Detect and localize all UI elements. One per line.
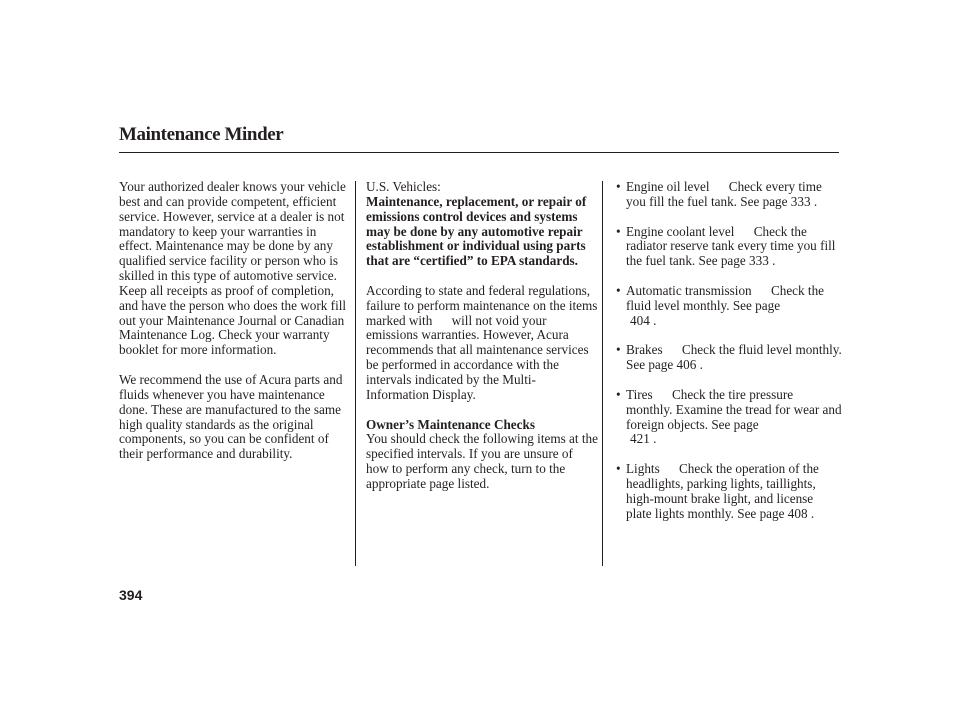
list-item bbox=[616, 180, 842, 210]
check-item-page: 333 bbox=[749, 253, 769, 269]
emissions-statement bbox=[366, 180, 598, 269]
check-item-page: 404 bbox=[630, 312, 650, 328]
owners-checks-heading: Owner’s Maintenance Checks bbox=[366, 416, 535, 432]
check-item-name: Engine coolant level bbox=[626, 223, 735, 239]
check-item-text: Check the fluid level monthly. See page bbox=[626, 342, 842, 373]
list-item bbox=[616, 343, 842, 373]
check-item-page: 406 bbox=[676, 357, 697, 373]
list-item bbox=[616, 284, 842, 329]
bullet-icon: • bbox=[616, 282, 621, 298]
paragraph-regulations bbox=[366, 284, 598, 403]
us-vehicles-label: U.S. Vehicles: bbox=[366, 179, 441, 194]
emissions-bold-statement: Maintenance, replacement, or repair of emissions control devices and systems may be done by any automotive repair establishment or individual using parts that are “certified” to EPA standards. bbox=[366, 193, 587, 269]
bullet-icon: • bbox=[616, 461, 621, 477]
check-item-end: . bbox=[810, 193, 818, 209]
column-right bbox=[616, 180, 842, 536]
check-item-name: Tires bbox=[626, 386, 653, 402]
list-item bbox=[616, 462, 842, 521]
check-item-page: 421 bbox=[630, 431, 650, 447]
check-item-text: Check the operation of the headlights, parking lights, taillights, high-mount brake light, and license plate lights monthly. See page bbox=[626, 461, 819, 521]
check-item-text: Check the fluid level monthly. See page bbox=[626, 282, 825, 313]
check-item-end: . bbox=[649, 312, 657, 328]
check-item-text: Check the tire pressure monthly. Examine the tread for wear and foreign objects. See page bbox=[626, 386, 842, 432]
owners-checks-text: You should check the following items at the specified intervals. If you are unsure of how to perform any check, turn to the appropriate page listed. bbox=[366, 431, 598, 491]
page-title: Maintenance Minder bbox=[119, 124, 284, 145]
check-item-end: . bbox=[768, 253, 776, 269]
paragraph-acura-parts: We recommend the use of Acura parts and fluids whenever you have maintenance done. These are manufactured to the same high quality standards as the original components, so you can be confident of their performance and durability. bbox=[119, 371, 343, 462]
check-item-end: . bbox=[696, 357, 703, 373]
check-item-text: Check the radiator reserve tank every time you fill the fuel tank. See page bbox=[626, 223, 836, 269]
check-item-page: 408 bbox=[787, 505, 808, 521]
column-divider-left bbox=[355, 181, 356, 566]
bullet-icon: • bbox=[616, 179, 621, 194]
check-item-name: Automatic transmission bbox=[626, 282, 752, 298]
maintenance-check-list bbox=[616, 180, 842, 521]
paragraph-dealer-service: Your authorized dealer knows your vehicle best and can provide competent, efficient service. However, service at a dealer is not mandatory to keep your warranties in effect. Maintenance may be done by any qualified service facility or person who is skilled in this type of automotive service. Keep all receipts as proof of completion, and have the person who does the work fill out your Maintenance Journal or Canadian Maintenance Log. Check your warranty booklet for more information. bbox=[119, 179, 347, 358]
title-divider bbox=[119, 152, 839, 153]
column-left bbox=[119, 180, 347, 477]
check-item-name: Lights bbox=[626, 461, 660, 477]
check-item-text: Check every time you fill the fuel tank. See page bbox=[626, 179, 822, 209]
list-item bbox=[616, 388, 842, 447]
check-item-page: 333 bbox=[790, 193, 811, 209]
column-divider-right bbox=[602, 181, 603, 566]
page-number: 394 bbox=[119, 587, 143, 603]
check-item-end: . bbox=[649, 431, 657, 447]
list-item bbox=[616, 225, 842, 270]
owners-checks bbox=[366, 418, 598, 492]
check-item-end: . bbox=[807, 505, 815, 521]
bullet-icon: • bbox=[616, 342, 621, 358]
regulations-text-before: According to state and federal regulations, failure to perform maintenance on the items marked with bbox=[366, 282, 598, 328]
column-middle bbox=[366, 180, 598, 507]
check-item-name: Brakes bbox=[626, 342, 663, 358]
bullet-icon: • bbox=[616, 386, 621, 402]
check-item-name: Engine oil level bbox=[626, 179, 710, 194]
regulations-text-after: will not void your emissions warranties. However, Acura recommends that all maintenance services be performed in accordance with the intervals indicated by the Multi-Information Display. bbox=[366, 312, 589, 402]
bullet-icon: • bbox=[616, 223, 621, 239]
